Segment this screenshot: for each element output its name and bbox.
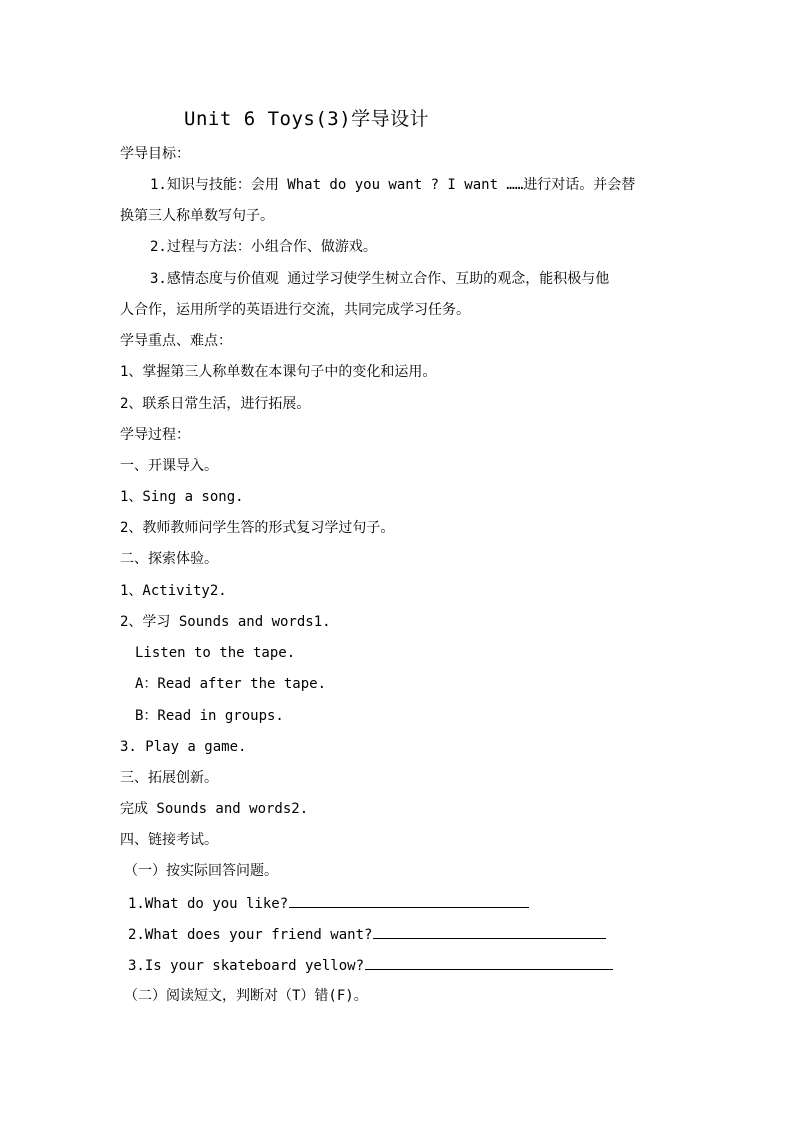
step-2-sub-a: A：Read after the tape. bbox=[135, 676, 327, 692]
document-title: Unit 6 Toys(3)学导设计 bbox=[184, 108, 430, 130]
answer-blank[interactable] bbox=[289, 893, 529, 908]
section-heading-process: 学导过程： bbox=[120, 427, 190, 443]
step-1-item-1: 1、Sing a song. bbox=[120, 489, 244, 505]
step-2-item-3: 3. Play a game. bbox=[120, 739, 247, 755]
step-3-heading: 三、拓展创新。 bbox=[120, 770, 218, 786]
objective-knowledge-skills: 1.知识与技能：会用 What do you want ? I want ……进行对话。并会替 bbox=[150, 177, 636, 193]
step-2-heading: 二、探索体验。 bbox=[120, 551, 218, 567]
step-3-item: 完成 Sounds and words2. bbox=[120, 801, 309, 817]
exercise-1-question-3 bbox=[128, 955, 613, 976]
section-heading-key-points: 学导重点、难点： bbox=[120, 333, 232, 349]
step-4-heading: 四、链接考试。 bbox=[120, 832, 218, 848]
objective-emotion-values-cont: 人合作，运用所学的英语进行交流，共同完成学习任务。 bbox=[120, 302, 470, 318]
key-point-1: 1、掌握第三人称单数在本课句子中的变化和运用。 bbox=[120, 364, 437, 380]
step-2-sub-listen: Listen to the tape. bbox=[135, 645, 296, 661]
objective-emotion-values: 3.感情态度与价值观 通过学习使学生树立合作、互助的观念，能积极与他 bbox=[150, 271, 610, 287]
question-text: 1.What do you like? bbox=[128, 896, 289, 912]
step-1-heading: 一、开课导入。 bbox=[120, 458, 218, 474]
exercise-1-question-2 bbox=[128, 924, 606, 945]
step-2-item-2: 2、学习 Sounds and words1. bbox=[120, 614, 331, 630]
step-1-item-2: 2、教师教师问学生答的形式复习学过句子。 bbox=[120, 520, 395, 536]
answer-blank[interactable] bbox=[373, 924, 606, 939]
exercise-1-heading: （一）按实际回答问题。 bbox=[124, 863, 278, 879]
exercise-1-question-1 bbox=[128, 893, 529, 914]
exercise-2-heading: （二）阅读短文，判断对（T）错(F)。 bbox=[124, 988, 368, 1004]
objective-knowledge-skills-cont: 换第三人称单数写句子。 bbox=[120, 208, 274, 224]
objective-process-method: 2.过程与方法：小组合作、做游戏。 bbox=[150, 239, 377, 255]
step-2-sub-b: B：Read in groups. bbox=[135, 708, 284, 724]
answer-blank[interactable] bbox=[365, 955, 613, 970]
key-point-2: 2、联系日常生活，进行拓展。 bbox=[120, 396, 311, 412]
question-text: 3.Is your skateboard yellow? bbox=[128, 958, 365, 974]
question-text: 2.What does your friend want? bbox=[128, 927, 373, 943]
step-2-item-1: 1、Activity2. bbox=[120, 583, 227, 599]
section-heading-objectives: 学导目标： bbox=[120, 146, 190, 162]
